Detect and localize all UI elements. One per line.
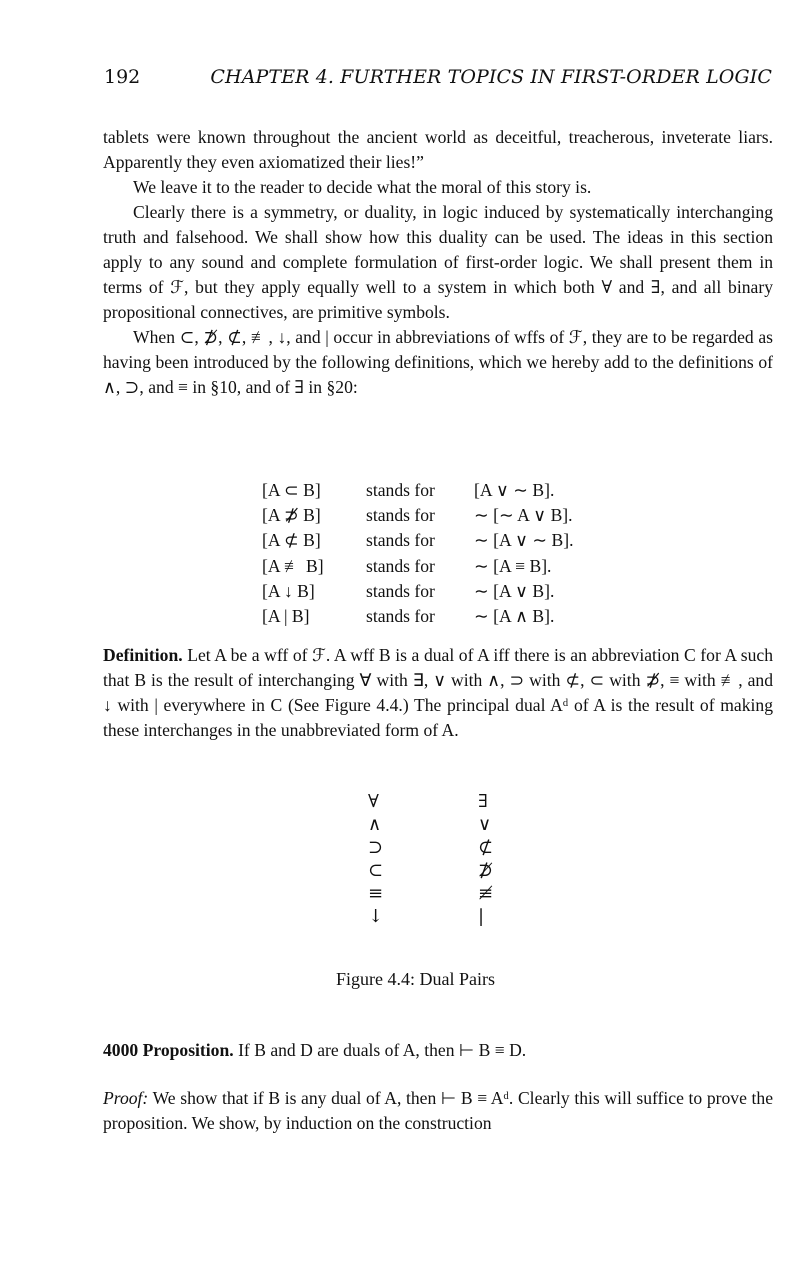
definition-lhs: [A ⊄ B]: [262, 530, 321, 551]
definition-row: [262, 528, 574, 553]
definition-rhs: ∼ [A ≡ B].: [474, 555, 552, 576]
dual-right-symbol: ∃: [478, 791, 488, 812]
definition-rhs: ∼ [∼ A ∨ B].: [474, 505, 573, 526]
definition-lhs: [A ⊅̸ B]: [262, 505, 321, 526]
body-text: [103, 125, 773, 400]
page-header: [104, 66, 772, 96]
proof-text: We show that if B is any dual of A, then ⊢ B ≡ Aᵈ. Clearly this will suffice to prove the proposition. We show, by induction on the construction: [103, 1088, 773, 1133]
definition-row: [262, 579, 574, 604]
definition-rhs: ∼ [A ∧ B].: [474, 605, 555, 626]
proof-label: Proof:: [103, 1088, 149, 1108]
dual-pair-row: [368, 813, 493, 836]
definition-row: [262, 554, 574, 579]
dual-right-symbol: ⊄: [478, 837, 494, 858]
definition-row: [262, 478, 574, 503]
definition-lhs: [A ⊂ B]: [262, 480, 321, 500]
dual-left-symbol: ∧: [368, 814, 382, 835]
dual-left-symbol: ≡: [368, 883, 384, 904]
running-title: CHAPTER 4. FURTHER TOPICS IN FIRST-ORDER LOGIC: [210, 66, 772, 88]
dual-right-symbol: ⊅̸: [478, 860, 494, 881]
definition-row: [262, 503, 574, 528]
definition-row: [262, 604, 574, 629]
definition-lhs: [A ↓ B]: [262, 580, 315, 601]
proposition: [103, 1040, 526, 1061]
definition-rhs: ∼ [A ∨ ∼ B].: [474, 530, 574, 551]
paragraph: We leave it to the reader to decide what the moral of this story is.: [133, 177, 592, 197]
definition-connector: stands for: [366, 505, 435, 526]
definition-text: Let A be a wff of ℱ. A wff B is a dual of A iff there is an abbreviation C for A such that B is the result of interchanging ∀ with ∃, ∨ with ∧, ⊃ with ⊄, ⊂ with ⊅̸, ≡ with ≢, and ↓ with | everywhere in C (See Figure 4.4.) The principal dual Aᵈ of A is the result of making these interchanges in the unabbreviated form of A.: [103, 645, 773, 740]
dual-left-symbol: ⊃: [368, 837, 384, 858]
dual-right-symbol: ∨: [478, 814, 492, 835]
definition-connector: stands for: [366, 605, 435, 626]
definition-rhs: ∼ [A ∨ B].: [474, 580, 555, 601]
definition-rhs: [A ∨ ∼ B].: [474, 480, 555, 500]
definition-label: Definition.: [103, 645, 183, 665]
dual-left-symbol: ↓: [368, 906, 384, 927]
dual-pairs-figure: [368, 790, 493, 928]
dual-pair-row: [368, 790, 493, 813]
dual-pair-row: [368, 836, 493, 859]
dual-left-symbol: ⊂: [368, 860, 384, 881]
page-number: 192: [104, 66, 141, 88]
definitions-table: [262, 478, 574, 629]
definition-lhs: [A ≢ B]: [262, 555, 324, 576]
proof-paragraph: [103, 1086, 773, 1136]
dual-right-symbol: |: [478, 906, 485, 927]
definition-paragraph: [103, 643, 773, 743]
definition-connector: stands for: [366, 530, 435, 551]
proposition-text: If B and D are duals of A, then ⊢ B ≡ D.: [238, 1040, 527, 1060]
dual-left-symbol: ∀: [368, 791, 379, 812]
figure-caption: Figure 4.4: Dual Pairs: [336, 969, 495, 989]
dual-right-symbol: ≢: [478, 883, 494, 904]
dual-pair-row: [368, 905, 493, 928]
definition-connector: stands for: [366, 480, 435, 500]
dual-pair-row: [368, 859, 493, 882]
definition-connector: stands for: [366, 580, 435, 601]
proposition-label: 4000 Proposition.: [103, 1040, 234, 1060]
definition-connector: stands for: [366, 555, 435, 576]
paragraph: Clearly there is a symmetry, or duality, in logic induced by systematically interchanging truth and falsehood. We shall show how this duality can be used. The ideas in this section apply to any sound and complete formulation of first-order logic. We shall present them in terms of ℱ, but they apply equally well to a system in which both ∀ and ∃, and all binary propositional connectives, are primitive symbols.: [103, 202, 773, 322]
dual-pair-row: [368, 882, 493, 905]
paragraph: When ⊂, ⊅̸, ⊄, ≢, ↓, and | occur in abbreviations of wffs of ℱ, they are to be regarded as having been introduced by the following definitions, which we hereby add to the definitions of ∧, ⊃, and ≡ in §10, and of ∃ in §20:: [103, 327, 773, 397]
paragraph: tablets were known throughout the ancient world as deceitful, treacherous, inveterate liars. Apparently they even axiomatized their lies!”: [103, 127, 773, 172]
definition-lhs: [A | B]: [262, 605, 310, 626]
